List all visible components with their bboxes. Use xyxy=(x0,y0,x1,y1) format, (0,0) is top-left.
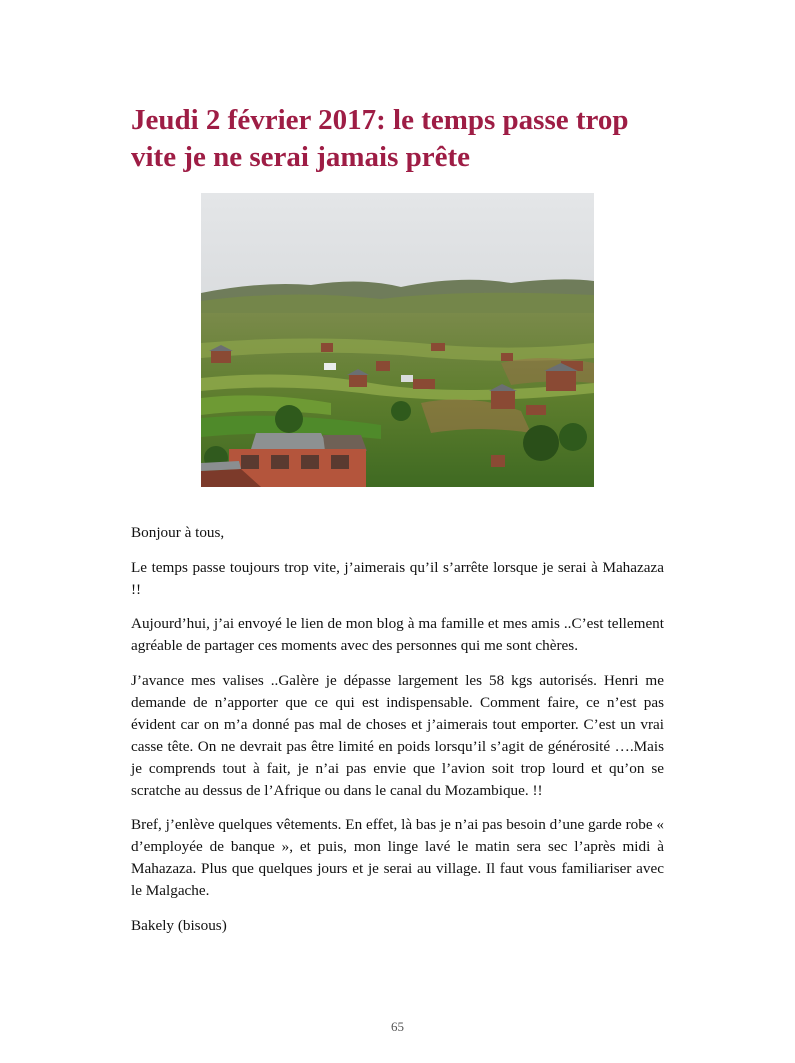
landscape-photo xyxy=(201,193,594,487)
paragraph: Bakely (bisous) xyxy=(131,916,227,934)
paragraph: Bref, j’enlève quelques vêtements. En effet, là bas je n’ai pas besoin d’une garde robe « d’employée de banque », et puis, mon linge lavé le matin sera sec l’après midi à Mahazaza. Plus que quelques jours et je serai au village. Il faut vous familiariser avec le Malgache. xyxy=(131,816,664,899)
article-body xyxy=(131,522,664,949)
paragraph: Bonjour à tous, xyxy=(131,524,225,541)
paragraph: Aujourd’hui, j’ai envoyé le lien de mon blog à ma famille et mes amis ..C’est tellement agréable de partager ces moments avec des personnes qui me sont chères. xyxy=(131,615,664,654)
page-number: 65 xyxy=(391,1019,404,1034)
paragraph: Le temps passe toujours trop vite, j’aimerais qu’il s’arrête lorsque je serai à Mahazaza !! xyxy=(131,558,664,598)
page-title: Jeudi 2 février 2017: le temps passe trop vite je ne serai jamais prête xyxy=(131,104,629,173)
paragraph: J’avance mes valises ..Galère je dépasse largement les 58 kgs autorisés. Henri me demande de n’apporter que ce qui est indispensable. Comment faire, ce n’est pas évident car on m’a donné pas mal de choses et j’aimerais tout emporter. C’est un vrai casse tête. On ne devrait pas être limité en poids lorsqu’il s’agit de générosité ….Mais je comprends tout à fait, je n’ai pas envie que l’avion soit trop lourd et qu’on se scratche au dessus de l’Afrique ou dans le canal du Mozambique. !! xyxy=(131,671,664,799)
